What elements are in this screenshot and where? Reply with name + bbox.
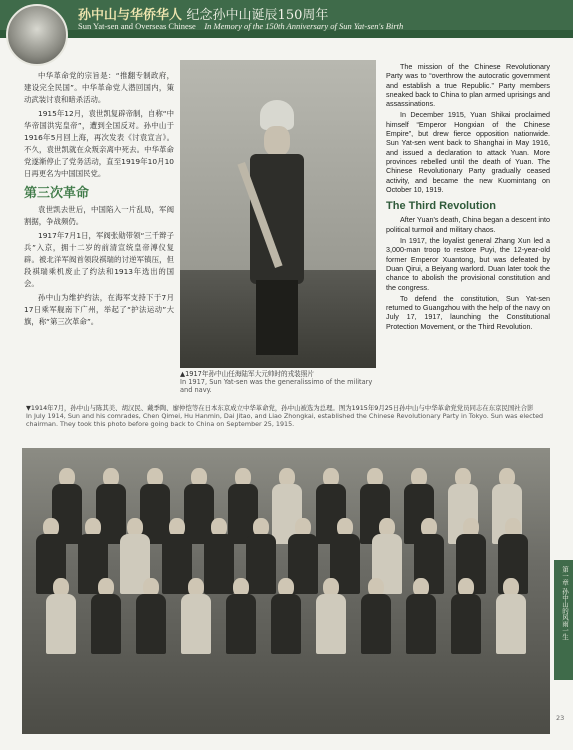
group-member-figure bbox=[316, 578, 346, 658]
en-paragraph: To defend the constitution, Sun Yat-sen returned to Guangzhou with the help of the navy on July 17, 1917, launching the Constitutional Protection Movement, or the Third Revolution. bbox=[386, 293, 550, 331]
portrait-caption bbox=[180, 370, 376, 394]
portrait-caption-en: In 1917, Sun Yat-sen was the generalissimo of the military and navy. bbox=[180, 378, 373, 394]
english-text-column bbox=[386, 62, 550, 333]
group-member-figure bbox=[496, 578, 526, 658]
group-photo bbox=[22, 448, 550, 734]
page-number: 23 bbox=[556, 714, 565, 722]
group-member-figure bbox=[451, 578, 481, 658]
cn-paragraph: 1917年7月1日，军阀张勋带领“三千辫子兵”入京，拥十二岁的前清宣统皇帝溥仪复辟。被北洋军阀首领段祺瑞的讨逆军镇压，但段祺瑞乘机废止了约法和1913年选出的国会。 bbox=[24, 231, 174, 288]
sun-yat-sen-portrait-badge bbox=[6, 4, 68, 66]
title-cn-sub: 纪念孙中山诞辰150周年 bbox=[186, 8, 329, 23]
title-en-left: Sun Yat-sen and Overseas Chinese bbox=[78, 21, 196, 31]
group-member-figure bbox=[91, 578, 121, 658]
en-paragraph: After Yuan's death, China began a descent into political turmoil and military chaos. bbox=[386, 215, 550, 234]
chinese-text-column bbox=[24, 70, 174, 330]
group-member-figure bbox=[361, 578, 391, 658]
en-paragraph: The mission of the Chinese Revolutionary Party was to “overthrow the autocratic government and establish a true Republic.” Party members sneaked back to China to plan armed uprisings and assassinations. bbox=[386, 62, 550, 109]
group-member-figure bbox=[46, 578, 76, 658]
uniform-portrait-photo bbox=[180, 60, 376, 368]
cn-paragraph: 袁世凯去世后，中国陷入一片乱局，军阀割据，争战频仍。 bbox=[24, 205, 174, 226]
group-member-figure bbox=[271, 578, 301, 658]
group-caption-cn: ▼1914年7月，孙中山与陈其美、胡汉民、戴季陶、廖仲恺等在日本东京成立中华革命党，孙中山被选为总理。图为1915年9月25日孙中山与中华革命党党员同志在东京民国社合影 bbox=[26, 404, 534, 412]
en-paragraph: In December 1915, Yuan Shikai proclaimed himself “Emperor Hongxian of the Chinese Empire”, but drew fierce opposition nationwide. Sun Yat-sen went back to Shanghai in May 1916, and issued a declaration to attack Yuan. More provinces rebelled until the death of Yuan. The Chinese Revolutionary Party gradually ceased activity, and became the new Kuomintang on October 10, 1919. bbox=[386, 110, 550, 194]
cn-paragraph: 1915年12月，袁世凯复辟帝制，自称“中华帝国洪宪皇帝”，遭到全国反对。孙中山于1916年5月回上海，再次发表《讨袁宣言》。不久，袁世凯就在众叛亲离中死去。中华革命党遂渐停止了党务活动，直至1919年10月10日再更名为中国国民党。 bbox=[24, 109, 174, 178]
en-section-heading: The Third Revolution bbox=[386, 200, 496, 213]
group-caption-en: In July 1914, Sun and his comrades, Chen Qimei, Hu Hanmin, Dai Jitao, and Liao Zhongkai, established the Chinese Revolutionary Party in Tokyo. Sun was elected chairman. They took this photo before going back to China on September 25, 1915. bbox=[26, 412, 544, 428]
cn-paragraph: 中华革命党的宗旨是：“推翻专制政府，建设完全民国”。中华革命党人潜回国内，策动武装讨袁和暗杀活动。 bbox=[24, 71, 174, 104]
group-member-figure bbox=[181, 578, 211, 658]
title-en-right: In Memory of the 150th Anniversary of Sun Yat-sen's Birth bbox=[204, 21, 404, 31]
header-title-en bbox=[78, 21, 403, 31]
group-photo-caption bbox=[26, 404, 546, 428]
chapter-side-text: 第一章 孙中山的风雨一生 bbox=[561, 566, 569, 640]
cn-paragraph: 孙中山为维护约法，在海军支持下于7月17日乘军舰南下广州，举起了“护法运动”大旗，称“第三次革命”。 bbox=[24, 293, 174, 326]
group-member-figure bbox=[226, 578, 256, 658]
header-band bbox=[0, 30, 573, 38]
title-cn-main: 孙中山与华侨华人 bbox=[78, 8, 183, 23]
portrait-caption-cn: ▲1917年孙中山任海陆军大元帅时的戎装照片 bbox=[180, 370, 314, 378]
cn-section-heading: 第三次革命 bbox=[24, 186, 90, 201]
group-member-figure bbox=[406, 578, 436, 658]
en-paragraph: In 1917, the loyalist general Zhang Xun led a 3,000-man troop to restore Puyi, the 12-year-old former Emperor Xuantong, but was defeated by Duan Qirui, a Beiyang warlord. Duan later took the chance to abolish the provisional constitution and the congress. bbox=[386, 236, 550, 292]
group-member-figure bbox=[136, 578, 166, 658]
standing-figure bbox=[242, 100, 312, 360]
